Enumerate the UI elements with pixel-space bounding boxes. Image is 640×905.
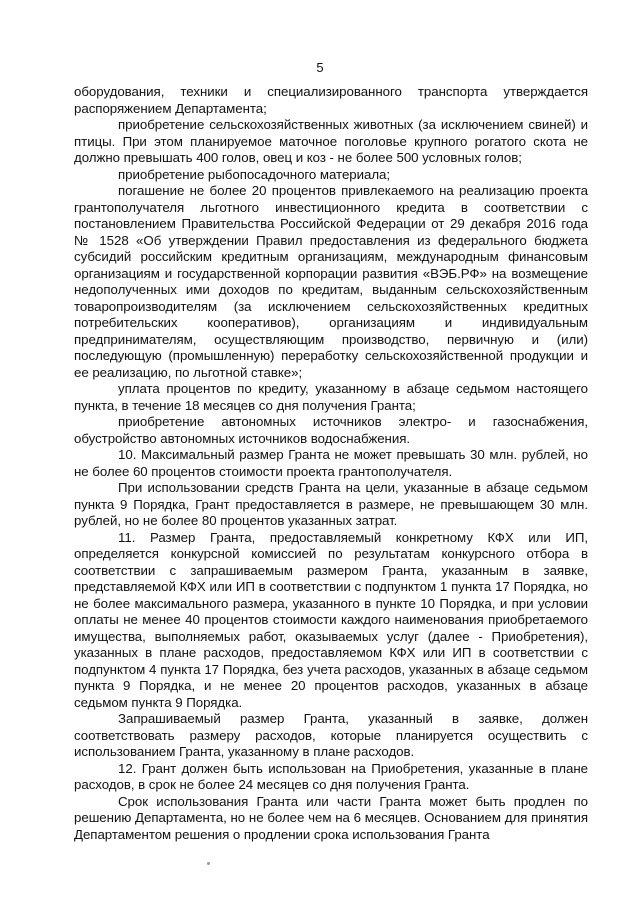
- paragraph: 10. Максимальный размер Гранта не может превышать 30 млн. рублей, но не более 60 процентов стоимости проекта грантополучателя.: [74, 447, 588, 479]
- paragraph: приобретение рыбопосадочного материала;: [118, 166, 391, 182]
- paragraph: При использовании средств Гранта на цели, указанные в абзаце седьмом пункта 9 Порядка, Грант предоставляется в размере, не превышающем 30 млн. рублей, но не более 80 процентов указанных затрат.: [74, 480, 588, 528]
- paragraph: Срок использования Гранта или части Гранта может быть продлен по решению Департамента, но не более чем на 6 месяцев. Основанием для принятия Департаментом решения о продлении срока использования Гранта: [74, 793, 588, 842]
- paragraph: погашение не более 20 процентов привлекаемого на реализацию проекта грантополучателя льготного инвестиционного кредита в соответствии с постановлением Правительства Российской Федерации от 29 декабря 2016 года № 1528 «Об утверждении Правил предоставления из федерального бюджета субсидий российским кредитным организациям, международным финансовым организациям и государственной корпорации развития «ВЭБ.РФ» на возмещение недополученных ими доходов по кредитам, выданным сельскохозяйственным товаропроизводителям (за исключением сельскохозяйственных кредитных потребительских кооперативов), организациям и индивидуальным предпринимателям, осуществляющим производство, первичную и (или) последующую (промышленную) переработку сельскохозяйственной продукции и ее реализацию, по льготной ставке»;: [74, 183, 588, 380]
- paragraph: приобретение сельскохозяйственных животных (за исключением свиней) и птицы. При этом планируемое маточное поголовье крупного рогатого скота не должно превышать 400 голов, овец и коз - не более 500 условных голов;: [74, 117, 588, 165]
- page-number: 5: [316, 60, 324, 75]
- scan-speck: [207, 862, 210, 865]
- paragraph: 11. Размер Гранта, предоставляемый конкретному КФХ или ИП, определяется конкурсной комиссией по результатам конкурсного отбора в соответствии с запрашиваемым размером Гранта, указанным в заявке, представляемой КФХ или ИП в соответствии с подпунктом 1 пункта 17 Порядка, но не более максимального размера, указанного в пункте 10 Порядка, и при условии оплаты не менее 40 процентов стоимости каждого наименования приобретаемого имущества, выполняемых работ, оказываемых услуг (далее - Приобретения), указанных в плане расходов, предоставляемом КФХ или ИП в соответствии с подпунктом 4 пункта 17 Порядка, без учета расходов, указанных в абзаце седьмом пункта 9 Порядка, и не менее 20 процентов расходов, указанных в абзаце седьмом пункта 9 Порядка.: [74, 529, 588, 710]
- document-body: [74, 84, 588, 843]
- paragraph: 12. Грант должен быть использован на Приобретения, указанные в плане расходов, в срок не более 24 месяцев со дня получения Гранта.: [74, 760, 588, 792]
- paragraph: уплата процентов по кредиту, указанному в абзаце седьмом настоящего пункта, в течение 18 месяцев со дня получения Гранта;: [74, 381, 588, 413]
- paragraph: оборудования, техники и специализированного транспорта утверждается распоряжением Департамента;: [74, 84, 588, 116]
- paragraph: Запрашиваемый размер Гранта, указанный в заявке, должен соответствовать размеру расходов, которые планируется осуществить с использованием Гранта, указанному в плане расходов.: [74, 711, 588, 759]
- paragraph: приобретение автономных источников электро- и газоснабжения, обустройство автономных источников водоснабжения.: [74, 414, 588, 446]
